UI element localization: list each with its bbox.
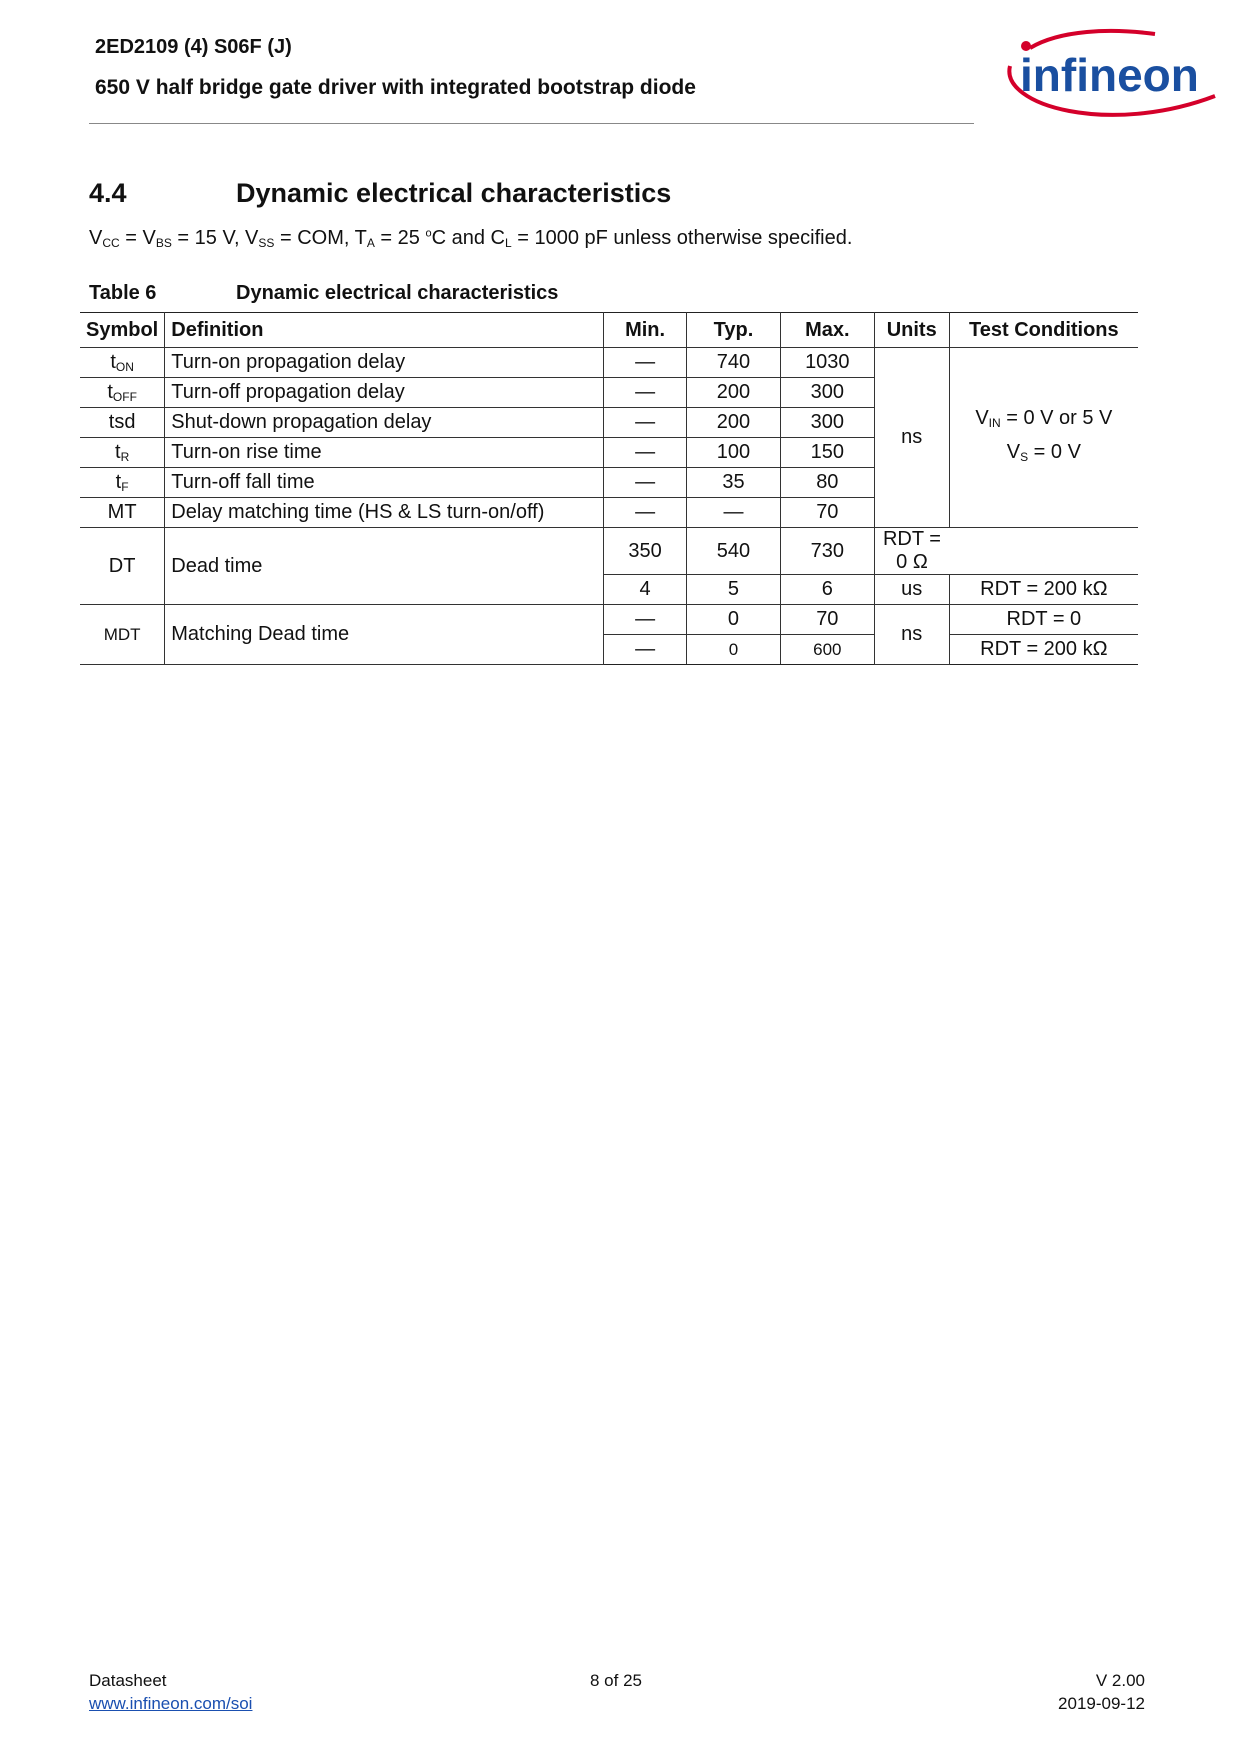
dt-definition: Dead time — [165, 528, 604, 605]
row-definition: Shut-down propagation delay — [165, 408, 604, 438]
row-definition: Turn-off propagation delay — [165, 378, 604, 408]
dt-r2-test: RDT = 200 kΩ — [949, 575, 1138, 605]
header-definition: Definition — [165, 313, 604, 348]
row-symbol: $t_R$ — [80, 438, 165, 468]
dt-r2-min: 4 — [604, 575, 687, 605]
row-typ: — — [687, 498, 781, 528]
section-title: Dynamic electrical characteristics — [236, 178, 672, 208]
table-row-matching-dead-time — [80, 605, 1138, 635]
footer-url-link[interactable]: www.infineon.com/soi — [89, 1694, 253, 1713]
row-definition: Turn-on propagation delay — [165, 348, 604, 378]
test-conditions-statement: $V_{CC} = V_{BS} = 15$ V, $V_{SS}$ = COM, $T_A = 25$ $^o$C and $C_L = 1000$ pF unless otherwise specified. — [89, 227, 853, 250]
product-subtitle: 650 V half bridge gate driver with integrated bootstrap diode — [95, 76, 696, 99]
row-max: 1030 — [780, 348, 874, 378]
table-title: Dynamic electrical characteristics — [236, 282, 559, 304]
row-typ: 740 — [687, 348, 781, 378]
dt-r1-min: 350 — [604, 528, 687, 575]
row-definition: Delay matching time (HS & LS turn-on/off) — [165, 498, 604, 528]
dt-r1-test: RDT = 0 Ω — [874, 528, 949, 575]
table-number: Table 6 — [89, 282, 157, 304]
dt-r2-typ: 5 — [687, 575, 781, 605]
group-units: ns — [874, 348, 949, 528]
mdt-r1-min: — — [604, 605, 687, 635]
mdt-r1-max: 70 — [780, 605, 874, 635]
row-definition: Turn-on rise time — [165, 438, 604, 468]
row-max: 150 — [780, 438, 874, 468]
row-min: — — [604, 378, 687, 408]
section-number: 4.4 — [89, 178, 127, 208]
row-definition: Turn-off fall time — [165, 468, 604, 498]
footer-doc-type: Datasheet — [89, 1671, 167, 1690]
row-max: 300 — [780, 408, 874, 438]
mdt-symbol: MDT — [80, 605, 165, 665]
row-symbol: $t_F$ — [80, 468, 165, 498]
group-test-conditions: $V_{IN} = 0$ V or 5 V $V_S = 0$ V — [949, 348, 1138, 528]
header-divider — [89, 123, 974, 124]
footer-date: 2019-09-12 — [1058, 1694, 1145, 1713]
row-typ: 200 — [687, 408, 781, 438]
mdt-r2-test: RDT = 200 kΩ — [949, 635, 1138, 665]
dt-r1-typ: 540 — [687, 528, 781, 575]
mdt-r1-typ: 0 — [687, 605, 781, 635]
product-name: 2ED2109 (4) S06F (J) — [95, 36, 292, 58]
dynamic-characteristics-table — [80, 312, 1138, 665]
dt-r2-max: 6 — [780, 575, 874, 605]
row-symbol: $t_{OFF}$ — [80, 378, 165, 408]
logo-wordmark: infineon — [1020, 49, 1199, 101]
row-symbol: MT — [80, 498, 165, 528]
row-typ: 35 — [687, 468, 781, 498]
header-units: Units — [874, 313, 949, 348]
row-min: — — [604, 408, 687, 438]
table-row — [80, 348, 1138, 378]
table-header-row — [80, 313, 1138, 348]
dt-r1-max: 730 — [780, 528, 874, 575]
header-symbol: Symbol — [80, 313, 165, 348]
row-typ: 100 — [687, 438, 781, 468]
header-typ: Typ. — [687, 313, 781, 348]
row-max: 80 — [780, 468, 874, 498]
footer-version: V 2.00 — [1095, 1671, 1145, 1690]
dt-r2-units: us — [874, 575, 949, 605]
infineon-logo — [990, 26, 1220, 126]
row-min: — — [604, 348, 687, 378]
row-max: 300 — [780, 378, 874, 408]
header-min: Min. — [604, 313, 687, 348]
footer-page-number: 8 of 25 — [590, 1671, 642, 1690]
table-row-dead-time — [80, 528, 1138, 575]
mdt-r1-test: RDT = 0 — [949, 605, 1138, 635]
mdt-r2-typ: 0 — [687, 635, 781, 665]
mdt-r2-min: — — [604, 635, 687, 665]
dt-symbol: DT — [80, 528, 165, 605]
header-max: Max. — [780, 313, 874, 348]
mdt-definition: Matching Dead time — [165, 605, 604, 665]
row-max: 70 — [780, 498, 874, 528]
mdt-r2-max: 600 — [780, 635, 874, 665]
row-typ: 200 — [687, 378, 781, 408]
header-test-conditions: Test Conditions — [949, 313, 1138, 348]
row-min: — — [604, 438, 687, 468]
mdt-units: ns — [874, 605, 949, 665]
row-symbol: $t_{ON}$ — [80, 348, 165, 378]
row-symbol: tsd — [80, 408, 165, 438]
row-min: — — [604, 468, 687, 498]
row-min: — — [604, 498, 687, 528]
